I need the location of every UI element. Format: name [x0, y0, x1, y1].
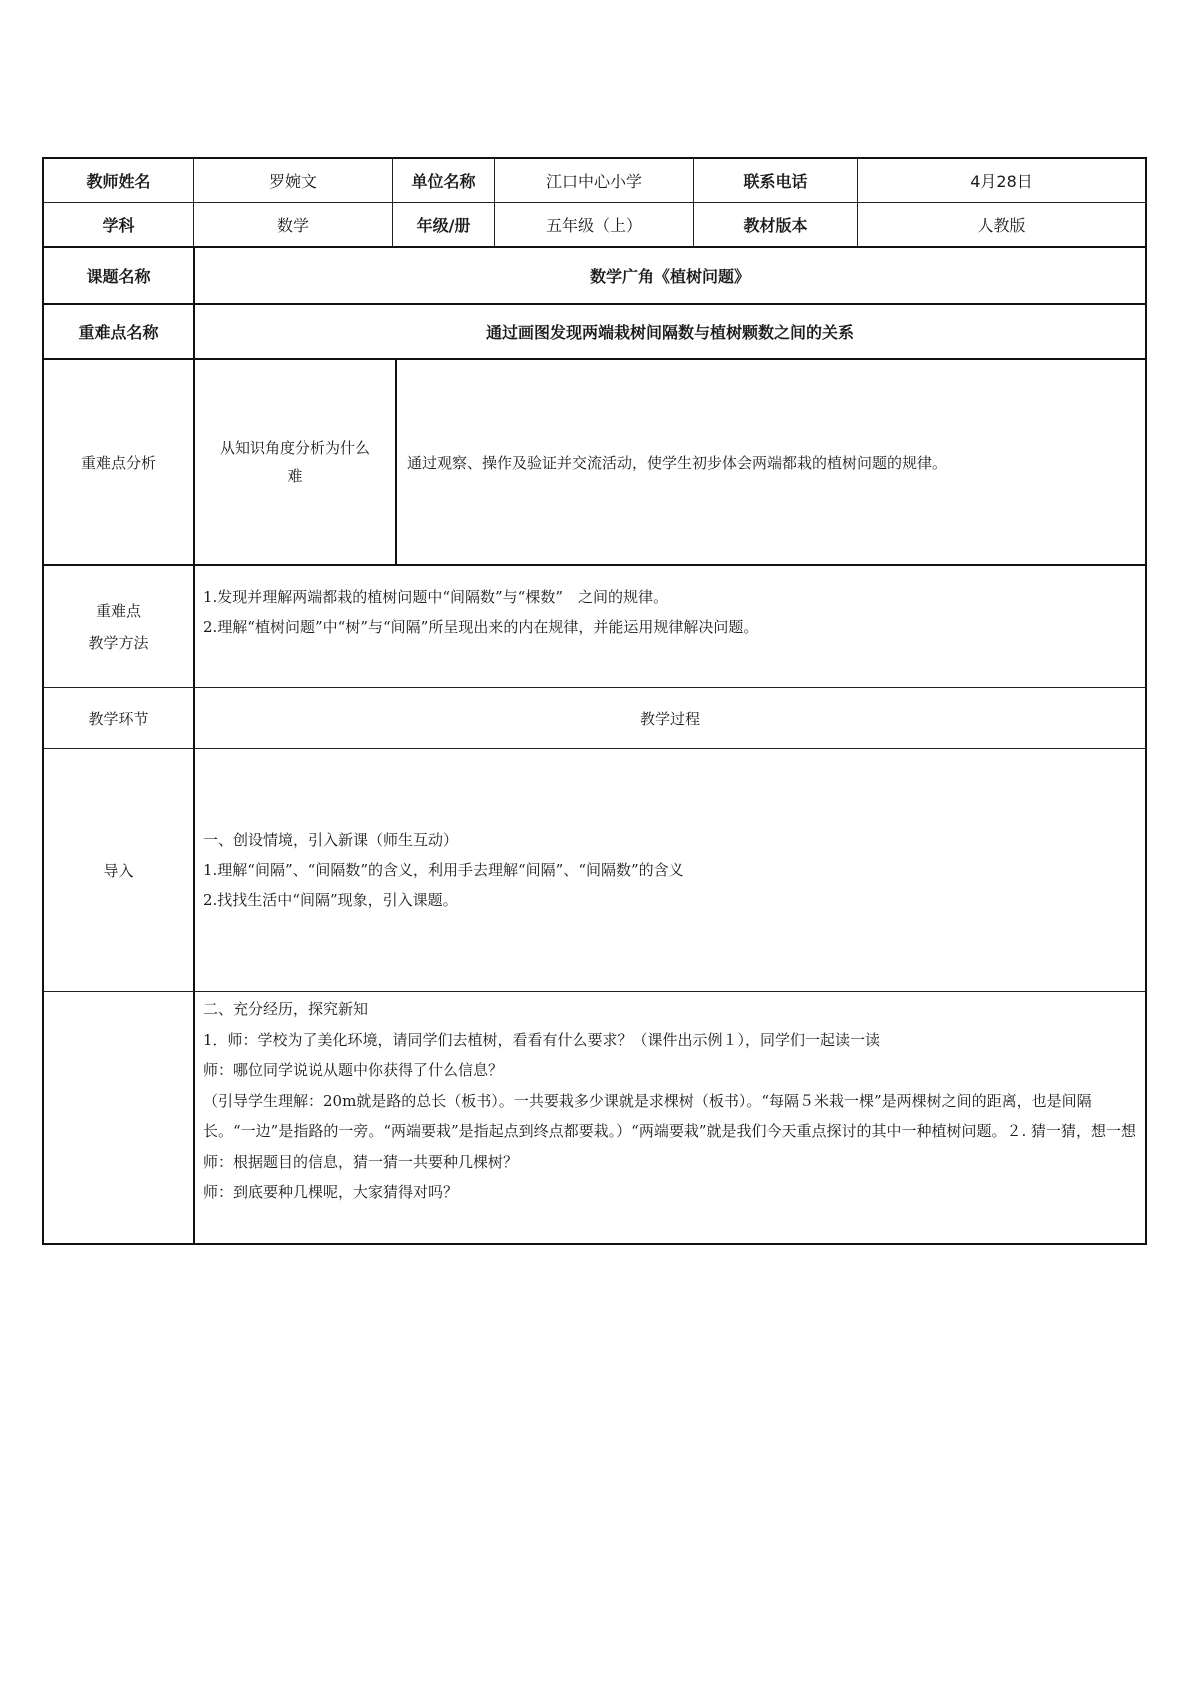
intro-line-3: 2.找找生活中“间隔”现象，引入课题。: [203, 891, 458, 909]
topic-row: [44, 246, 1145, 303]
explore-line-3: 师：哪位同学说说从题中你获得了什么信息？: [203, 1061, 504, 1079]
lesson-plan-table: [42, 157, 1147, 1245]
subject-label: 学科: [102, 216, 135, 235]
method-label-line1: 重难点: [95, 601, 141, 620]
method-label: [44, 566, 193, 687]
method-line-2: 2.理解“植树问题”中“树”与“间隔”所呈现出来的内在规律，并能运用规律解决问题。: [203, 618, 759, 636]
process-label: 教学环节: [88, 709, 149, 728]
intro-content: [193, 749, 1145, 991]
intro-line-2: 1.理解“间隔”、“间隔数”的含义，利用手去理解“间隔”、“间隔数”的含义: [203, 861, 684, 879]
explore-line-5: 师：根据题目的信息，猜一猜一共要种几棵树？: [203, 1152, 519, 1171]
intro-label: 导入: [103, 861, 134, 880]
subject-value: 数学: [193, 203, 392, 246]
teacher-value: 罗婉文: [193, 159, 392, 202]
analysis-value: 通过观察、操作及验证并交流活动，使学生初步体会两端都栽的植树问题的规律。: [395, 360, 1145, 564]
phone-value: 4月28日: [857, 159, 1145, 202]
grade-value: 五年级（上）: [494, 203, 693, 246]
key-point-row: [44, 303, 1145, 358]
explore-row: [44, 991, 1145, 1243]
topic-value: 数学广角《植树问题》: [193, 248, 1145, 303]
phone-label: 联系电话: [693, 159, 857, 202]
analysis-sub-label: 从知识角度分析为什么难: [193, 360, 395, 564]
method-row: [44, 564, 1145, 687]
key-point-value: 通过画图发现两端栽树间隔数与植树颗数之间的关系: [193, 305, 1145, 358]
intro-row: [44, 748, 1145, 991]
explore-line-2: 1．师：学校为了美化环境，请同学们去植树，看看有什么要求？（课件出示例１），同学们一起读一读: [203, 1030, 881, 1049]
method-content: [193, 566, 1145, 687]
explore-line-1: 二、充分经历，探究新知: [203, 1000, 369, 1018]
edition-value: 人教版: [857, 203, 1145, 246]
edition-label: 教材版本: [693, 203, 857, 246]
unit-label: 单位名称: [392, 159, 494, 202]
explore-label: [44, 992, 193, 1243]
process-header-row: [44, 687, 1145, 748]
unit-value: 江口中心小学: [494, 159, 693, 202]
grade-label: 年级/册: [392, 203, 494, 246]
explore-line-4: （引导学生理解：20m就是路的总长（板书）。一共要栽多少课就是求棵树（板书）。“每隔５米栽一棵”是两棵树之间的距离，也是间隔长。“一边”是指路的一旁。“两端要栽”是指起点到终点都要栽。）“两端要栽”就是我们今天重点探讨的其中一种植树问题。２. 猜一猜，想一想: [203, 1091, 1137, 1140]
topic-label: 课题名称: [86, 267, 151, 286]
key-point-label: 重难点名称: [78, 323, 159, 342]
header-row-1: [44, 159, 1145, 202]
method-line-1: 1.发现并理解两端都栽的植树问题中“间隔数”与“棵数” 之间的规律。: [203, 588, 668, 606]
analysis-label: 重难点分析: [80, 453, 156, 472]
explore-line-6: 师：到底要种几棵呢，大家猜得对吗？: [203, 1183, 459, 1201]
analysis-row: [44, 358, 1145, 564]
process-value: 教学过程: [193, 688, 1145, 748]
intro-line-1: 一、创设情境，引入新课（师生互动）: [203, 831, 459, 849]
header-row-2: [44, 202, 1145, 246]
teacher-label: 教师姓名: [86, 172, 151, 191]
explore-content: [193, 992, 1145, 1243]
method-label-line2: 教学方法: [88, 633, 149, 652]
